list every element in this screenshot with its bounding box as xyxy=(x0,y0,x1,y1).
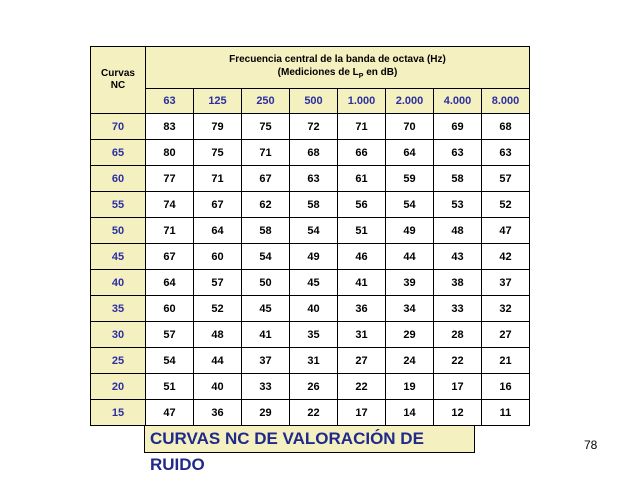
level-value-cell: 67 xyxy=(146,244,194,270)
level-value-cell: 58 xyxy=(290,192,338,218)
level-value-cell: 63 xyxy=(434,140,482,166)
level-value-cell: 58 xyxy=(242,218,290,244)
level-value-cell: 28 xyxy=(434,322,482,348)
caption-box: CURVAS NC DE VALORACIÓN DE RUIDO xyxy=(144,425,475,453)
level-value-cell: 71 xyxy=(338,114,386,140)
level-value-cell: 24 xyxy=(386,348,434,374)
level-value-cell: 41 xyxy=(338,270,386,296)
level-value-cell: 72 xyxy=(290,114,338,140)
level-value-cell: 67 xyxy=(242,166,290,192)
nc-value-cell: 30 xyxy=(91,322,146,348)
level-value-cell: 60 xyxy=(194,244,242,270)
nc-header-line1: Curvas xyxy=(101,68,135,79)
level-value-cell: 27 xyxy=(482,322,530,348)
level-value-cell: 19 xyxy=(386,374,434,400)
nc-value-cell: 35 xyxy=(91,296,146,322)
level-value-cell: 45 xyxy=(290,270,338,296)
level-value-cell: 47 xyxy=(482,218,530,244)
level-value-cell: 39 xyxy=(386,270,434,296)
frequency-header xyxy=(146,47,530,89)
level-value-cell: 60 xyxy=(146,296,194,322)
frequency-header-cell: 1.000 xyxy=(338,89,386,114)
level-value-cell: 36 xyxy=(194,400,242,426)
level-value-cell: 54 xyxy=(386,192,434,218)
level-value-cell: 37 xyxy=(482,270,530,296)
level-value-cell: 64 xyxy=(194,218,242,244)
level-value-cell: 83 xyxy=(146,114,194,140)
level-value-cell: 48 xyxy=(434,218,482,244)
frequency-row xyxy=(91,89,530,114)
level-value-cell: 68 xyxy=(482,114,530,140)
level-value-cell: 54 xyxy=(146,348,194,374)
level-value-cell: 68 xyxy=(290,140,338,166)
table-row xyxy=(91,166,530,192)
frequency-header-cell: 8.000 xyxy=(482,89,530,114)
level-value-cell: 80 xyxy=(146,140,194,166)
measurement-suffix: en dB) xyxy=(363,66,398,78)
level-value-cell: 49 xyxy=(290,244,338,270)
level-value-cell: 64 xyxy=(146,270,194,296)
nc-value-cell: 20 xyxy=(91,374,146,400)
table-row xyxy=(91,348,530,374)
level-value-cell: 47 xyxy=(146,400,194,426)
level-value-cell: 16 xyxy=(482,374,530,400)
level-value-cell: 11 xyxy=(482,400,530,426)
nc-curves-table xyxy=(90,46,530,426)
level-value-cell: 34 xyxy=(386,296,434,322)
level-value-cell: 33 xyxy=(434,296,482,322)
level-value-cell: 52 xyxy=(482,192,530,218)
nc-value-cell: 70 xyxy=(91,114,146,140)
level-value-cell: 74 xyxy=(146,192,194,218)
nc-value-cell: 55 xyxy=(91,192,146,218)
level-value-cell: 32 xyxy=(482,296,530,322)
table-row xyxy=(91,270,530,296)
level-value-cell: 37 xyxy=(242,348,290,374)
level-value-cell: 22 xyxy=(338,374,386,400)
table-row xyxy=(91,374,530,400)
level-value-cell: 49 xyxy=(386,218,434,244)
table-row xyxy=(91,400,530,426)
level-value-cell: 57 xyxy=(482,166,530,192)
level-value-cell: 40 xyxy=(194,374,242,400)
level-value-cell: 56 xyxy=(338,192,386,218)
frequency-header-cell: 2.000 xyxy=(386,89,434,114)
level-value-cell: 66 xyxy=(338,140,386,166)
level-value-cell: 17 xyxy=(338,400,386,426)
level-value-cell: 71 xyxy=(146,218,194,244)
nc-value-cell: 60 xyxy=(91,166,146,192)
frequency-title: Frecuencia central de la banda de octava (Hz) xyxy=(229,53,446,65)
level-value-cell: 69 xyxy=(434,114,482,140)
level-value-cell: 64 xyxy=(386,140,434,166)
level-value-cell: 63 xyxy=(290,166,338,192)
frequency-header-cell: 4.000 xyxy=(434,89,482,114)
level-value-cell: 43 xyxy=(434,244,482,270)
table-row xyxy=(91,322,530,348)
level-value-cell: 51 xyxy=(146,374,194,400)
page-number: 78 xyxy=(584,438,598,452)
level-value-cell: 41 xyxy=(242,322,290,348)
table-row xyxy=(91,218,530,244)
level-value-cell: 27 xyxy=(338,348,386,374)
frequency-header-cell: 63 xyxy=(146,89,194,114)
nc-value-cell: 65 xyxy=(91,140,146,166)
level-value-cell: 40 xyxy=(290,296,338,322)
level-value-cell: 29 xyxy=(386,322,434,348)
level-value-cell: 22 xyxy=(290,400,338,426)
level-value-cell: 31 xyxy=(290,348,338,374)
level-value-cell: 44 xyxy=(386,244,434,270)
level-value-cell: 57 xyxy=(194,270,242,296)
level-value-cell: 31 xyxy=(338,322,386,348)
level-value-cell: 71 xyxy=(242,140,290,166)
level-value-cell: 57 xyxy=(146,322,194,348)
table-row xyxy=(91,114,530,140)
level-value-cell: 51 xyxy=(338,218,386,244)
measurement-subscript: P xyxy=(358,72,364,80)
level-value-cell: 29 xyxy=(242,400,290,426)
table-row xyxy=(91,244,530,270)
level-value-cell: 42 xyxy=(482,244,530,270)
level-value-cell: 26 xyxy=(290,374,338,400)
measurement-prefix: (Mediciones de L xyxy=(277,66,359,78)
level-value-cell: 54 xyxy=(290,218,338,244)
table-body xyxy=(91,114,530,426)
table-row xyxy=(91,140,530,166)
measurement-note xyxy=(146,66,529,83)
table-row xyxy=(91,192,530,218)
frequency-header-cell: 125 xyxy=(194,89,242,114)
level-value-cell: 35 xyxy=(290,322,338,348)
level-value-cell: 59 xyxy=(386,166,434,192)
level-value-cell: 14 xyxy=(386,400,434,426)
level-value-cell: 21 xyxy=(482,348,530,374)
level-value-cell: 36 xyxy=(338,296,386,322)
level-value-cell: 63 xyxy=(482,140,530,166)
level-value-cell: 71 xyxy=(194,166,242,192)
nc-value-cell: 25 xyxy=(91,348,146,374)
frequency-header-cell: 500 xyxy=(290,89,338,114)
level-value-cell: 52 xyxy=(194,296,242,322)
level-value-cell: 62 xyxy=(242,192,290,218)
nc-value-cell: 15 xyxy=(91,400,146,426)
level-value-cell: 67 xyxy=(194,192,242,218)
level-value-cell: 38 xyxy=(434,270,482,296)
level-value-cell: 53 xyxy=(434,192,482,218)
level-value-cell: 17 xyxy=(434,374,482,400)
frequency-header-cell: 250 xyxy=(242,89,290,114)
nc-column-header xyxy=(91,47,146,114)
level-value-cell: 54 xyxy=(242,244,290,270)
level-value-cell: 46 xyxy=(338,244,386,270)
nc-value-cell: 50 xyxy=(91,218,146,244)
level-value-cell: 48 xyxy=(194,322,242,348)
level-value-cell: 70 xyxy=(386,114,434,140)
nc-header-line2: NC xyxy=(110,80,126,91)
level-value-cell: 33 xyxy=(242,374,290,400)
level-value-cell: 22 xyxy=(434,348,482,374)
level-value-cell: 50 xyxy=(242,270,290,296)
level-value-cell: 45 xyxy=(242,296,290,322)
level-value-cell: 12 xyxy=(434,400,482,426)
table-row xyxy=(91,296,530,322)
level-value-cell: 44 xyxy=(194,348,242,374)
level-value-cell: 77 xyxy=(146,166,194,192)
level-value-cell: 61 xyxy=(338,166,386,192)
level-value-cell: 79 xyxy=(194,114,242,140)
level-value-cell: 58 xyxy=(434,166,482,192)
nc-value-cell: 45 xyxy=(91,244,146,270)
level-value-cell: 75 xyxy=(194,140,242,166)
level-value-cell: 75 xyxy=(242,114,290,140)
nc-value-cell: 40 xyxy=(91,270,146,296)
